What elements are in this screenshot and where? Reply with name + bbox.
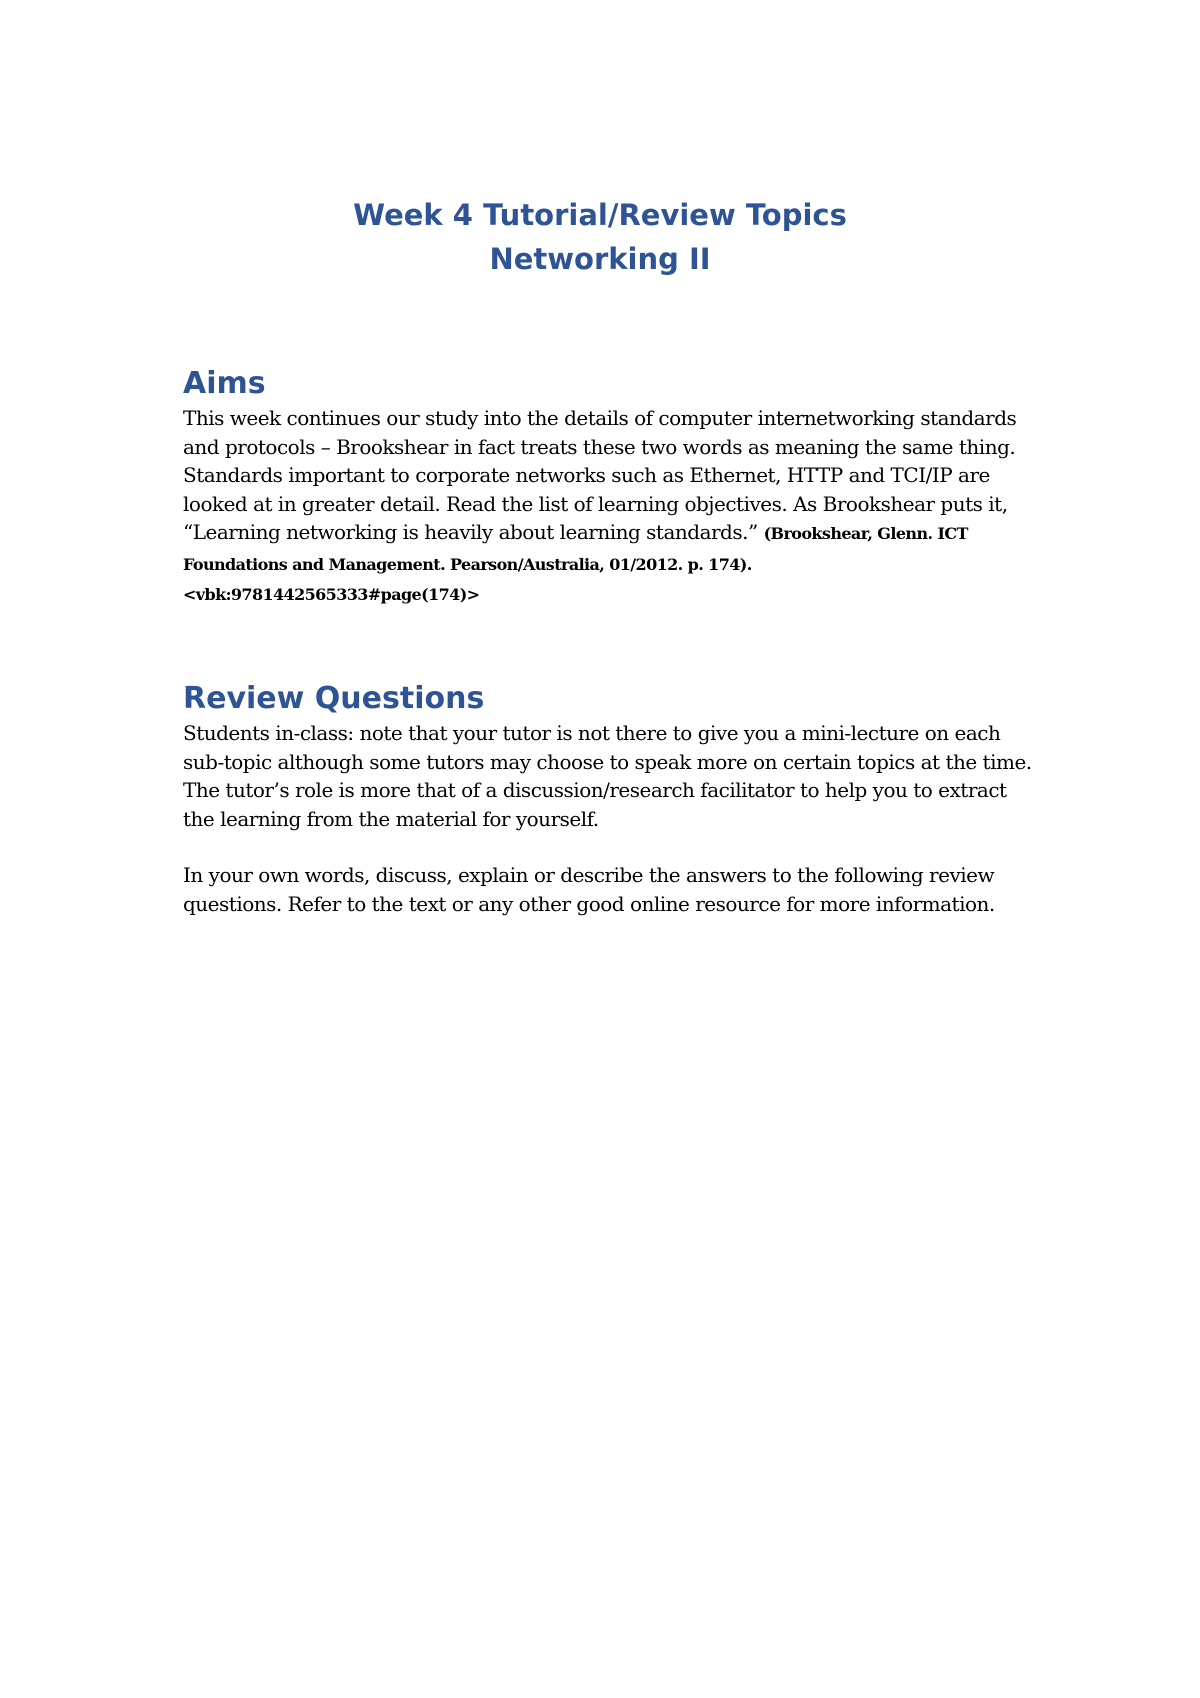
- aims-heading: Aims: [183, 366, 266, 401]
- document-title: [0, 193, 1200, 281]
- paragraph-spacer: [183, 833, 1033, 861]
- review-paragraph-1: Students in-class: note that your tutor is not there to give you a mini-lecture on each sub-topic although some tutors may choose to speak more on certain topics at the time. The tutor’s role is more that of a discussion/research facilitator to help you to extract the learning from the material for yourself.: [183, 721, 1032, 831]
- review-section: [183, 679, 1033, 918]
- aims-paragraph: [183, 404, 1033, 610]
- review-heading: Review Questions: [183, 681, 485, 716]
- aims-citation: (Brookshear, Glenn. ICT Foundations and Management. Pearson/Australia, 01/2012. p. 174). <vbk:9781442565333#page(174)>: [183, 524, 968, 604]
- aims-body: This week continues our study into the details of computer internetworking standards and protocols – Brookshear in fact treats these two words as meaning the same thing. Standards important to corporate networks such as Ethernet, HTTP and TCI/IP are looked at in greater detail. Read the list of learning objectives. As Brookshear puts it, “Learning networking is heavily about learning standards.”: [183, 406, 1017, 544]
- review-paragraph-2: In your own words, discuss, explain or describe the answers to the following review questions. Refer to the text or any other good online resource for more information.: [183, 863, 995, 916]
- aims-section: [183, 364, 1033, 610]
- title-line-1: Week 4 Tutorial/Review Topics: [353, 198, 847, 232]
- title-line-2: Networking II: [489, 242, 711, 276]
